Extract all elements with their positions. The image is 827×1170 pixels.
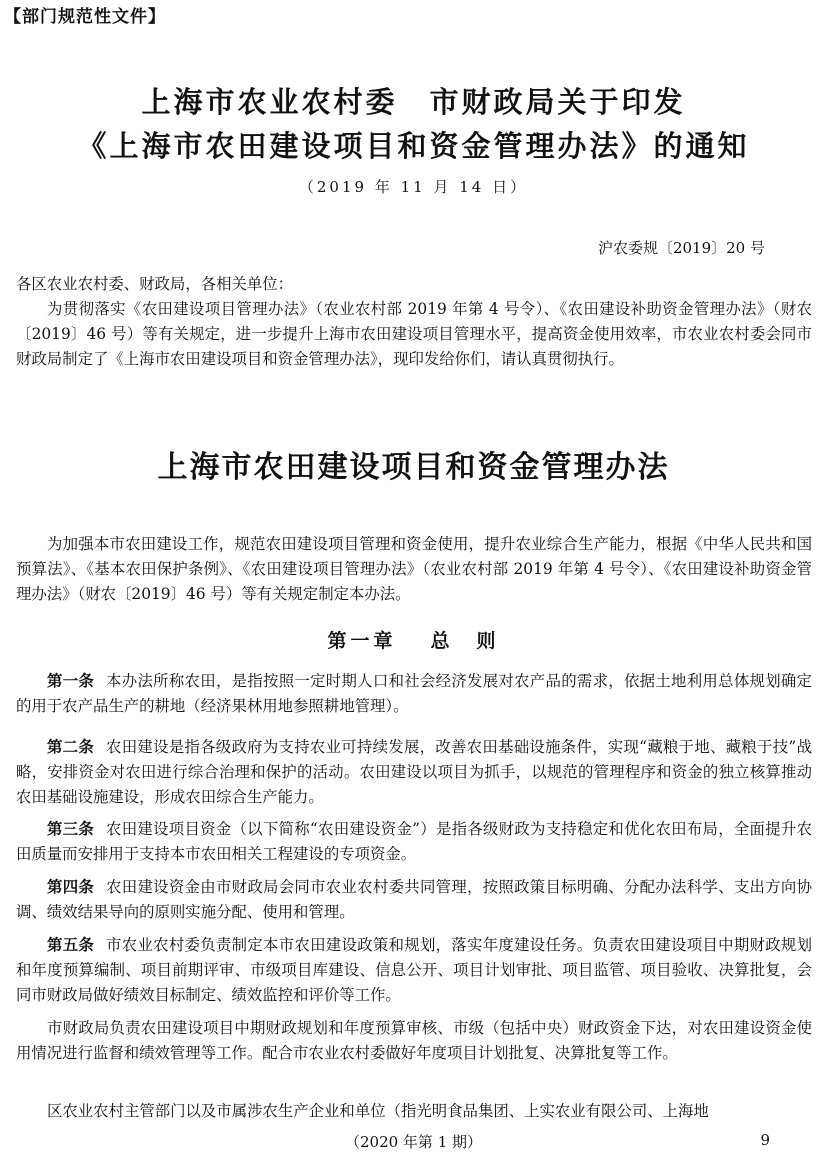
- article-text: 本办法所称农田，是指按照一定时期人口和社会经济发展对农产品的需求，依据土地利用总体规划确定的用于农产品生产的耕地（经济果林用地参照耕地管理）。: [16, 672, 812, 716]
- notice-title-line2: 《上海市农田建设项目和资金管理办法》的通知: [77, 129, 750, 163]
- article-text: 农田建设资金由市财政局会同市农业农村委共同管理，按照政策目标明确、分配办法科学、支出方向协调、绩效结果导向的原则实施分配、使用和管理。: [16, 878, 812, 922]
- category-label: 【部门规范性文件】: [4, 7, 166, 27]
- notice-body: 为贯彻落实《农田建设项目管理办法》（农业农村部 2019 年第 4 号令）、《农田建设补助资金管理办法》（财农〔2019〕46 号）等有关规定，进一步提升上海市农田建设项目管理水平，提高资金使用效率，市农业农村委会同市财政局制定了《上海市农田建设项目和资金管理办法》，现印发给你们，请认真贯彻执行。: [16, 300, 812, 369]
- article-4: [16, 875, 812, 925]
- article-label: 第二条: [47, 738, 95, 756]
- chapter-heading: [0, 626, 827, 653]
- notice-title-line1: 上海市农业农村委 市财政局关于印发: [141, 85, 686, 119]
- chapter-number: 第一章: [327, 630, 397, 652]
- article-2: [16, 735, 812, 811]
- page-number: 9: [760, 1131, 770, 1149]
- addressee: 各区农业农村委、财政局，各相关单位：: [16, 275, 294, 293]
- issue-footer: （2020 年第 1 期）: [344, 1133, 483, 1151]
- article-text: 农田建设是指各级政府为支持农业可持续发展，改善农田基础设施条件，实现“藏粮于地、藏粮于技”战略，安排资金对农田进行综合治理和保护的活动。农田建设以项目为抓手，以规范的管理程序和资金的独立核算推动农田基础设施建设，形成农田综合生产能力。: [16, 738, 812, 807]
- article-text: 农田建设项目资金（以下简称“农田建设资金”）是指各级财政为支持稳定和优化农田布局，全面提升农田质量而安排用于支持本市农田相关工程建设的专项资金。: [16, 820, 812, 864]
- finance-bureau-paragraph: 市财政局负责农田建设项目中期财政规划和年度预算审核、市级（包括中央）财政资金下达，对农田建设资金使用情况进行监督和绩效管理等工作。配合市农业农村委做好年度项目计划批复、决算批复等工作。: [16, 1019, 812, 1063]
- document-number: 沪农委规〔2019〕20 号: [597, 239, 765, 257]
- article-3: [16, 817, 812, 867]
- notice-date: （2019 年 11 月 14 日）: [298, 178, 529, 196]
- chapter-name: 总 则: [430, 630, 500, 652]
- article-label: 第四条: [47, 878, 95, 896]
- article-label: 第五条: [47, 936, 95, 954]
- article-label: 第三条: [47, 820, 95, 838]
- article-1: [16, 669, 812, 719]
- article-text: 市农业农村委负责制定本市农田建设政策和规划，落实年度建设任务。负责农田建设项目中期财政规划和年度预算编制、项目前期评审、市级项目库建设、信息公开、项目计划审批、项目监管、项目验收、决算批复，会同市财政局做好绩效目标制定、绩效监控和评价等工作。: [16, 936, 812, 1005]
- measures-title: 上海市农田建设项目和资金管理办法: [157, 450, 670, 485]
- article-5: [16, 933, 812, 1009]
- district-paragraph: 区农业农村主管部门以及市属涉农生产企业和单位（指光明食品集团、上实农业有限公司、上海地: [47, 1102, 709, 1120]
- preamble: 为加强本市农田建设工作，规范农田建设项目管理和资金使用，提升农业综合生产能力，根据《中华人民共和国预算法》、《基本农田保护条例》、《农田建设项目管理办法》（农业农村部 2019 年第 4 号令）、《农田建设补助资金管理办法》（财农〔2019〕46 号）等有关规定制定本办法。: [16, 535, 812, 604]
- article-label: 第一条: [47, 672, 95, 690]
